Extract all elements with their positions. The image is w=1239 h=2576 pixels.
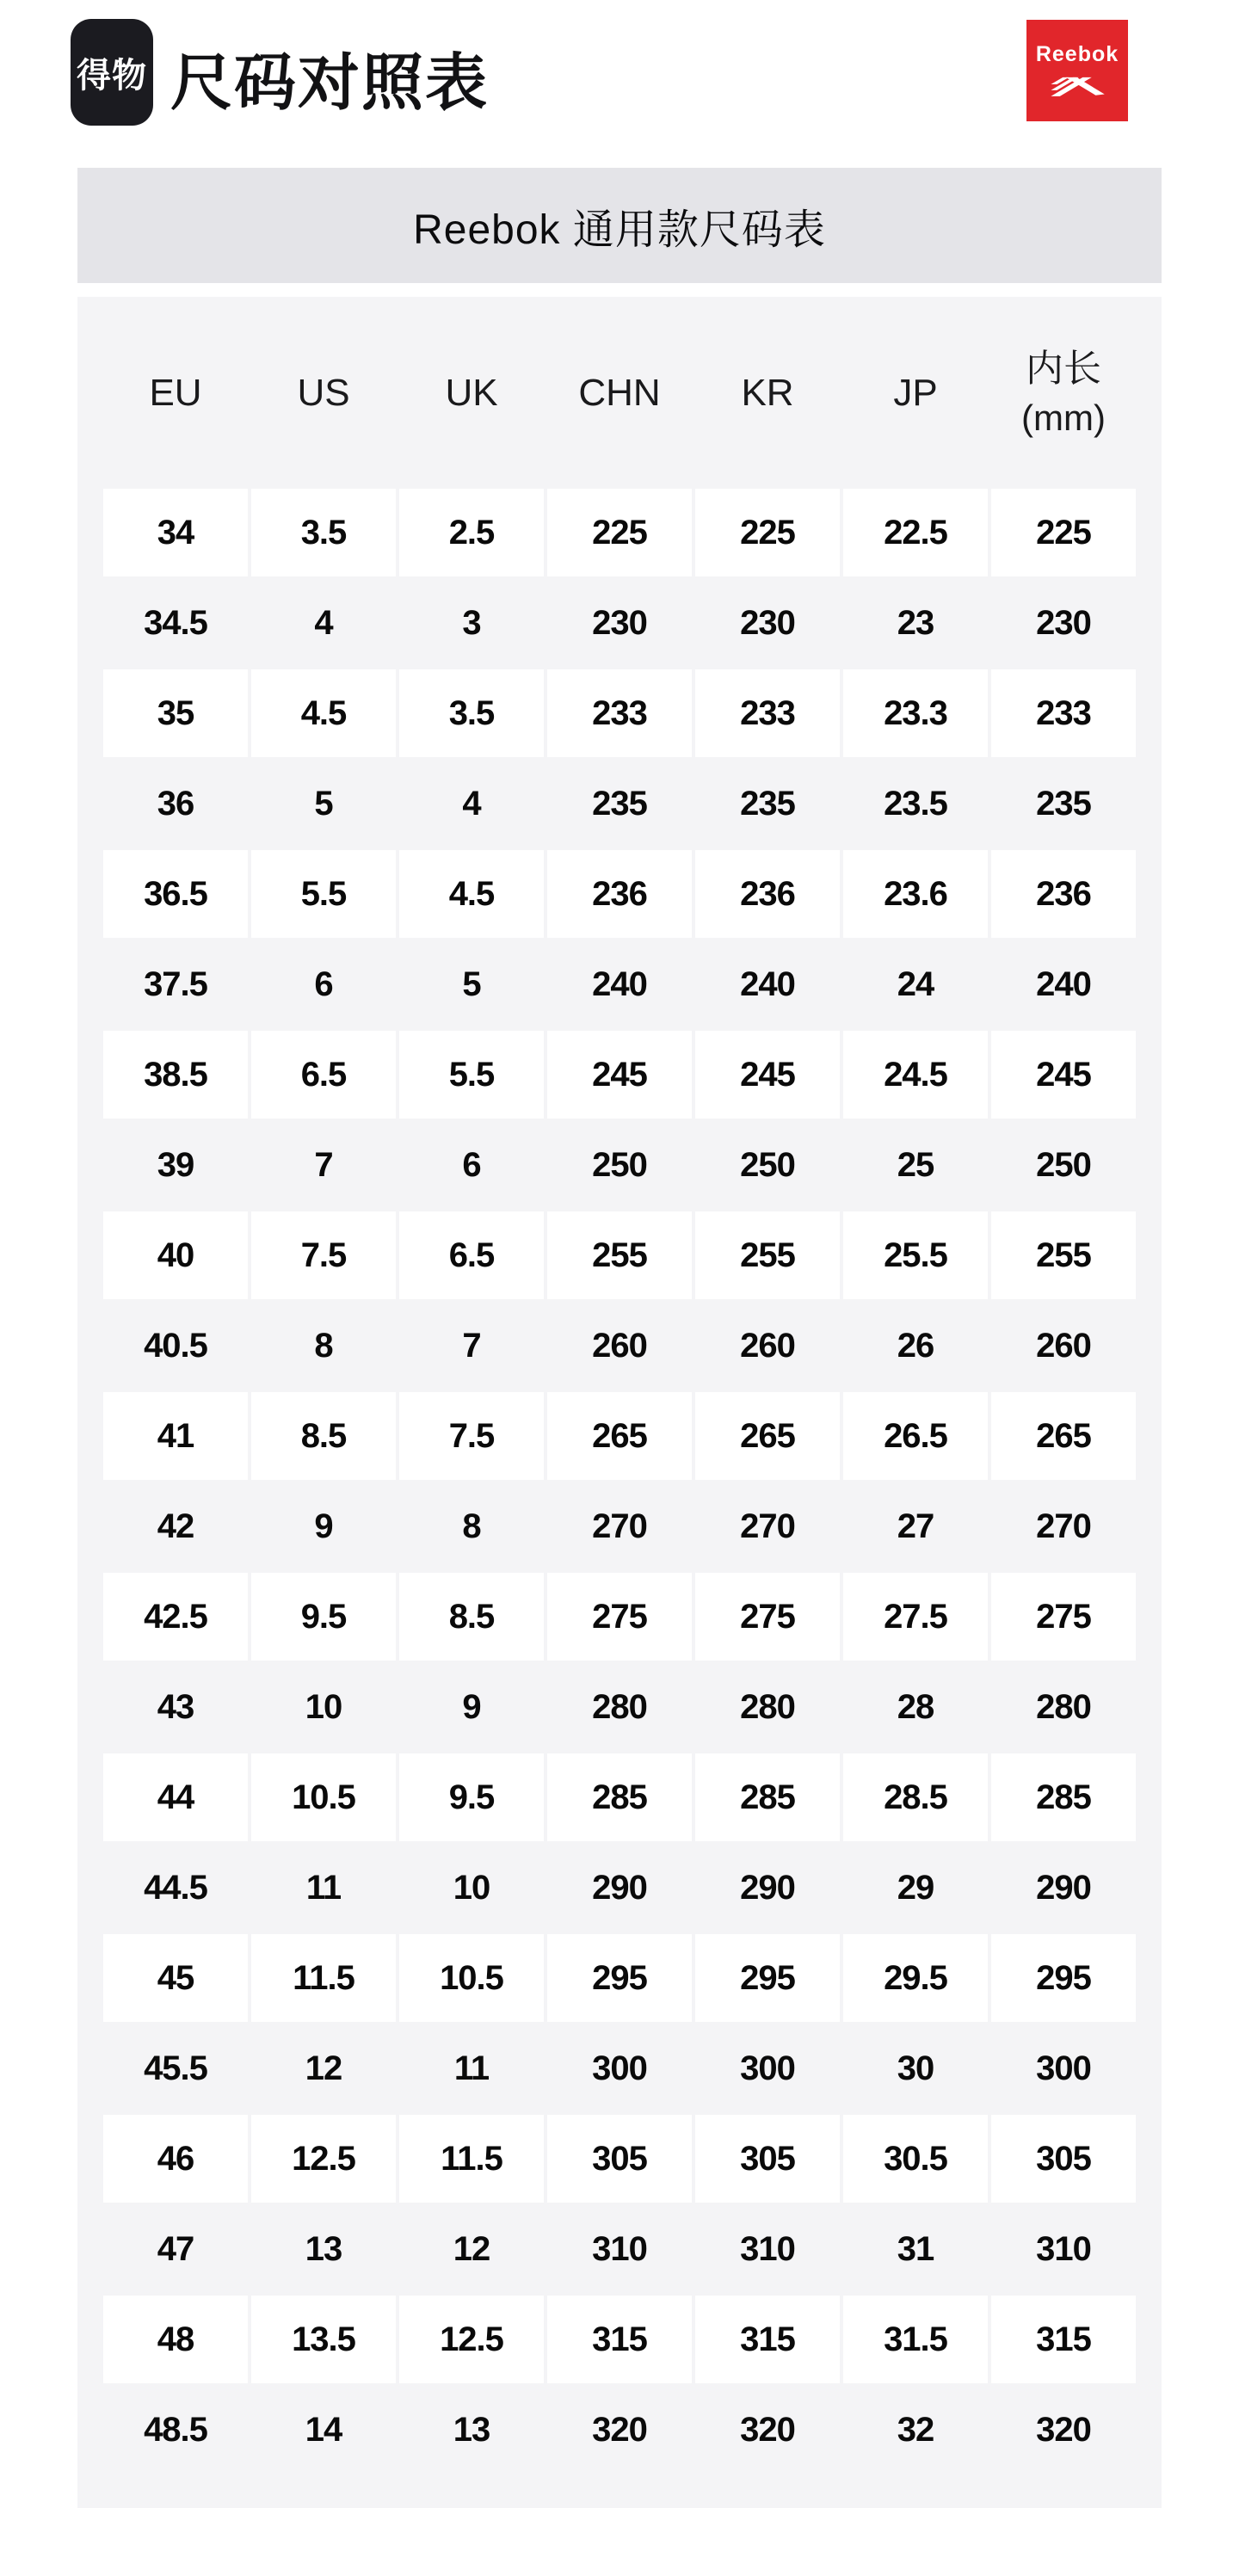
- size-cell: 10.5: [251, 1753, 396, 1841]
- size-cell: 6: [314, 964, 333, 1003]
- size-cell: 285: [547, 1753, 692, 1841]
- size-cell: 270: [740, 1507, 795, 1545]
- size-cell: 4: [314, 603, 333, 642]
- size-cell: 233: [547, 669, 692, 757]
- size-cell: 265: [547, 1392, 692, 1480]
- size-cell: 35: [103, 669, 248, 757]
- size-cell: 235: [1036, 784, 1091, 823]
- table-row: [103, 669, 1136, 757]
- size-cell: 275: [547, 1573, 692, 1661]
- table-row: [103, 2386, 1136, 2474]
- column-header-kr: KR: [741, 371, 794, 414]
- reebok-vector-icon: [1050, 71, 1105, 97]
- table-row: [103, 1844, 1136, 1932]
- size-cell: 23: [897, 603, 934, 642]
- size-cell: 245: [991, 1031, 1136, 1119]
- column-header-us: US: [297, 371, 350, 414]
- size-cell: 45: [103, 1934, 248, 2022]
- size-cell: 8: [314, 1326, 333, 1365]
- table-row: [103, 1302, 1136, 1390]
- size-cell: 245: [695, 1031, 840, 1119]
- size-cell: 320: [740, 2410, 795, 2449]
- table-row: [103, 850, 1136, 938]
- size-cell: 230: [740, 603, 795, 642]
- size-table-panel: [77, 297, 1162, 2508]
- size-cell: 23.3: [843, 669, 988, 757]
- reebok-wordmark: Reebok: [1035, 42, 1119, 66]
- size-cell: 285: [991, 1753, 1136, 1841]
- table-header-row: [103, 297, 1136, 489]
- size-cell: 230: [592, 603, 647, 642]
- size-cell: 310: [740, 2229, 795, 2268]
- size-cell: 5.5: [251, 850, 396, 938]
- size-cell: 40: [103, 1211, 248, 1299]
- size-cell: 44: [103, 1753, 248, 1841]
- size-cell: 24.5: [843, 1031, 988, 1119]
- size-cell: 4.5: [251, 669, 396, 757]
- size-cell: 4.5: [399, 850, 544, 938]
- table-row: [103, 940, 1136, 1028]
- size-cell: 9: [462, 1687, 481, 1726]
- size-cell: 300: [740, 2049, 795, 2087]
- column-header-eu: EU: [149, 371, 202, 414]
- size-cell: 5: [462, 964, 481, 1003]
- app-header: [0, 0, 1239, 155]
- size-cell: 6: [462, 1145, 481, 1184]
- size-cell: 7: [462, 1326, 481, 1365]
- table-row: [103, 760, 1136, 847]
- size-cell: 43: [157, 1687, 194, 1726]
- size-cell: 34.5: [144, 603, 207, 642]
- size-cell: 265: [695, 1392, 840, 1480]
- size-cell: 270: [1036, 1507, 1091, 1545]
- size-cell: 48: [103, 2296, 248, 2383]
- size-cell: 3.5: [251, 489, 396, 576]
- table-row: [103, 1573, 1136, 1661]
- size-cell: 295: [991, 1934, 1136, 2022]
- table-row: [103, 579, 1136, 667]
- size-cell: 236: [695, 850, 840, 938]
- size-cell: 8: [462, 1507, 481, 1545]
- size-cell: 233: [695, 669, 840, 757]
- size-cell: 31: [897, 2229, 934, 2268]
- size-cell: 236: [547, 850, 692, 938]
- size-cell: 29.5: [843, 1934, 988, 2022]
- dewu-logo-text: 得物: [77, 56, 147, 95]
- size-cell: 10.5: [399, 1934, 544, 2022]
- table-title-banner: [77, 168, 1162, 283]
- size-cell: 9.5: [399, 1753, 544, 1841]
- size-cell: 320: [592, 2410, 647, 2449]
- size-cell: 14: [305, 2410, 342, 2449]
- size-cell: 8.5: [251, 1392, 396, 1480]
- size-cell: 30.5: [843, 2115, 988, 2203]
- size-cell: 36.5: [103, 850, 248, 938]
- size-cell: 36: [157, 784, 194, 823]
- size-cell: 3.5: [399, 669, 544, 757]
- size-cell: 4: [462, 784, 481, 823]
- table-row: [103, 1392, 1136, 1480]
- size-cell: 225: [547, 489, 692, 576]
- size-cell: 8.5: [399, 1573, 544, 1661]
- size-cell: 11.5: [399, 2115, 544, 2203]
- size-cell: 41: [103, 1392, 248, 1480]
- size-cell: 46: [103, 2115, 248, 2203]
- size-cell: 23.6: [843, 850, 988, 938]
- table-row: [103, 489, 1136, 576]
- size-cell: 305: [547, 2115, 692, 2203]
- size-cell: 275: [991, 1573, 1136, 1661]
- table-row: [103, 1482, 1136, 1570]
- size-cell: 285: [695, 1753, 840, 1841]
- size-cell: 240: [592, 964, 647, 1003]
- size-cell: 27: [897, 1507, 934, 1545]
- column-header-chn: CHN: [578, 371, 661, 414]
- size-cell: 280: [592, 1687, 647, 1726]
- size-cell: 3: [462, 603, 481, 642]
- size-cell: 25: [897, 1145, 934, 1184]
- size-cell: 295: [695, 1934, 840, 2022]
- size-cell: 25.5: [843, 1211, 988, 1299]
- size-cell: 305: [695, 2115, 840, 2203]
- column-header-内长: 内长 (mm): [1021, 347, 1106, 438]
- size-cell: 22.5: [843, 489, 988, 576]
- size-cell: 290: [592, 1868, 647, 1907]
- size-cell: 10: [453, 1868, 490, 1907]
- reebok-logo: [1026, 20, 1128, 121]
- size-cell: 295: [547, 1934, 692, 2022]
- size-cell: 320: [1036, 2410, 1091, 2449]
- size-cell: 260: [1036, 1326, 1091, 1365]
- table-row: [103, 1753, 1136, 1841]
- table-row: [103, 1031, 1136, 1119]
- size-cell: 240: [1036, 964, 1091, 1003]
- size-cell: 13: [305, 2229, 342, 2268]
- size-cell: 260: [740, 1326, 795, 1365]
- size-cell: 11: [305, 1868, 342, 1907]
- size-cell: 315: [991, 2296, 1136, 2383]
- size-cell: 45.5: [144, 2049, 207, 2087]
- size-cell: 34: [103, 489, 248, 576]
- size-cell: 7.5: [251, 1211, 396, 1299]
- table-row: [103, 2115, 1136, 2203]
- size-cell: 250: [740, 1145, 795, 1184]
- size-cell: 280: [1036, 1687, 1091, 1726]
- size-cell: 225: [991, 489, 1136, 576]
- size-cell: 13.5: [251, 2296, 396, 2383]
- size-cell: 235: [592, 784, 647, 823]
- size-cell: 38.5: [103, 1031, 248, 1119]
- size-cell: 270: [592, 1507, 647, 1545]
- column-header-uk: UK: [445, 371, 498, 414]
- size-cell: 310: [1036, 2229, 1091, 2268]
- size-cell: 225: [695, 489, 840, 576]
- size-cell: 315: [547, 2296, 692, 2383]
- size-cell: 12.5: [399, 2296, 544, 2383]
- size-cell: 28: [897, 1687, 934, 1726]
- size-cell: 6.5: [399, 1211, 544, 1299]
- table-body: [103, 489, 1136, 2474]
- size-cell: 230: [1036, 603, 1091, 642]
- table-row: [103, 2296, 1136, 2383]
- size-cell: 9.5: [251, 1573, 396, 1661]
- size-cell: 7.5: [399, 1392, 544, 1480]
- size-cell: 48.5: [144, 2410, 207, 2449]
- size-cell: 29: [897, 1868, 934, 1907]
- size-cell: 26.5: [843, 1392, 988, 1480]
- size-cell: 39: [157, 1145, 194, 1184]
- table-row: [103, 1121, 1136, 1209]
- size-cell: 32: [897, 2410, 934, 2449]
- size-cell: 12: [453, 2229, 490, 2268]
- size-cell: 37.5: [144, 964, 207, 1003]
- size-cell: 310: [592, 2229, 647, 2268]
- size-cell: 24: [897, 964, 934, 1003]
- dewu-logo: [71, 19, 153, 126]
- size-cell: 13: [453, 2410, 490, 2449]
- size-cell: 5.5: [399, 1031, 544, 1119]
- table-title: Reebok 通用款尺码表: [413, 206, 826, 253]
- size-cell: 40.5: [144, 1326, 207, 1365]
- table-row: [103, 2024, 1136, 2112]
- size-cell: 47: [157, 2229, 194, 2268]
- size-cell: 300: [1036, 2049, 1091, 2087]
- table-row: [103, 1663, 1136, 1751]
- size-cell: 23.5: [884, 784, 947, 823]
- column-header-jp: JP: [893, 371, 938, 414]
- size-cell: 6.5: [251, 1031, 396, 1119]
- page-title: 尺码对照表: [170, 49, 490, 118]
- table-row: [103, 1211, 1136, 1299]
- size-cell: 42: [157, 1507, 194, 1545]
- size-cell: 11.5: [251, 1934, 396, 2022]
- size-cell: 2.5: [399, 489, 544, 576]
- size-cell: 245: [547, 1031, 692, 1119]
- size-cell: 10: [305, 1687, 342, 1726]
- size-cell: 240: [740, 964, 795, 1003]
- size-cell: 30: [897, 2049, 934, 2087]
- size-cell: 250: [1036, 1145, 1091, 1184]
- size-cell: 42.5: [103, 1573, 248, 1661]
- size-cell: 255: [991, 1211, 1136, 1299]
- size-cell: 290: [740, 1868, 795, 1907]
- size-cell: 11: [453, 2049, 490, 2087]
- size-cell: 265: [991, 1392, 1136, 1480]
- size-cell: 233: [991, 669, 1136, 757]
- size-cell: 305: [991, 2115, 1136, 2203]
- size-cell: 300: [592, 2049, 647, 2087]
- size-cell: 315: [695, 2296, 840, 2383]
- size-cell: 260: [592, 1326, 647, 1365]
- size-cell: 12.5: [251, 2115, 396, 2203]
- size-cell: 7: [314, 1145, 333, 1184]
- table-row: [103, 2205, 1136, 2293]
- size-cell: 236: [991, 850, 1136, 938]
- size-cell: 12: [305, 2049, 342, 2087]
- size-cell: 28.5: [843, 1753, 988, 1841]
- size-cell: 290: [1036, 1868, 1091, 1907]
- size-cell: 280: [740, 1687, 795, 1726]
- size-cell: 275: [695, 1573, 840, 1661]
- table-row: [103, 1934, 1136, 2022]
- size-cell: 235: [740, 784, 795, 823]
- size-cell: 44.5: [144, 1868, 207, 1907]
- size-cell: 26: [897, 1326, 934, 1365]
- size-cell: 255: [695, 1211, 840, 1299]
- size-cell: 9: [314, 1507, 333, 1545]
- size-cell: 5: [314, 784, 333, 823]
- size-cell: 27.5: [843, 1573, 988, 1661]
- size-cell: 250: [592, 1145, 647, 1184]
- size-cell: 31.5: [843, 2296, 988, 2383]
- size-cell: 255: [547, 1211, 692, 1299]
